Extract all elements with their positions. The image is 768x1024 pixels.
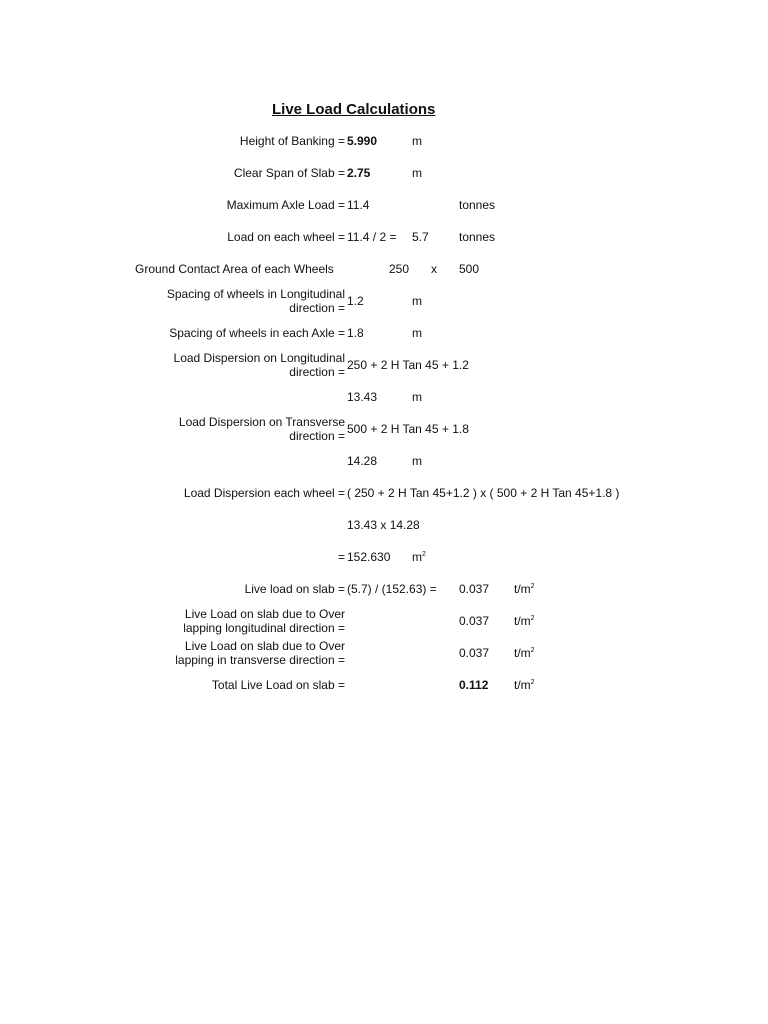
wheel-load-label: Load on each wheel = bbox=[227, 230, 345, 244]
ll-slab-label: Live load on slab = bbox=[244, 582, 345, 596]
wheel-load-expr: 11.4 / 2 = bbox=[347, 230, 397, 244]
disp-trans-unit: m bbox=[412, 454, 422, 468]
disp-each-label: Load Dispersion each wheel = bbox=[183, 486, 345, 500]
contact-area-x: x bbox=[431, 262, 437, 276]
disp-trans-expr: 500 + 2 H Tan 45 + 1.8 bbox=[347, 422, 469, 436]
disp-each-result: 152.630 bbox=[347, 550, 391, 564]
ll-long-unit: $t/m^2$ bbox=[514, 614, 535, 628]
max-axle-value: 11.4 bbox=[347, 198, 370, 212]
spacing-axle-label: Spacing of wheels in each Axle = bbox=[169, 326, 345, 340]
ll-long-value: 0.037 bbox=[459, 614, 490, 628]
ll-trans-unit: $t/m^2$ bbox=[514, 646, 535, 660]
spacing-long-label-1: Spacing of wheels in Longitudinal bbox=[166, 287, 345, 301]
page-title: Live Load Calculations bbox=[272, 101, 436, 118]
wheel-load-value: 5.7 bbox=[412, 230, 429, 244]
height-banking-unit: m bbox=[412, 134, 422, 148]
disp-trans-label-1: Load Dispersion on Transverse bbox=[178, 415, 345, 429]
disp-long-unit: m bbox=[412, 390, 422, 404]
wheel-load-unit: tonnes bbox=[459, 230, 496, 244]
max-axle-unit: tonnes bbox=[459, 198, 496, 212]
clear-span-value: 2.75 bbox=[347, 166, 371, 180]
contact-area-a: 250 bbox=[389, 262, 410, 276]
disp-each-eq: = bbox=[337, 550, 345, 564]
disp-long-result: 13.43 bbox=[347, 390, 378, 404]
total-label: Total Live Load on slab = bbox=[211, 678, 345, 692]
ll-trans-label-1: Live Load on slab due to Over bbox=[184, 639, 345, 653]
max-axle-label: Maximum Axle Load = bbox=[226, 198, 345, 212]
disp-each-unit: $m^2$ bbox=[412, 550, 426, 564]
total-value: 0.112 bbox=[459, 678, 489, 692]
disp-trans-label-2: direction = bbox=[289, 429, 345, 443]
ll-long-label-2: lapping longitudinal direction = bbox=[183, 621, 345, 635]
contact-area-label: Ground Contact Area of each Wheels bbox=[135, 262, 334, 276]
ll-trans-label-2: lapping in transverse direction = bbox=[175, 653, 345, 667]
ll-slab-expr: (5.7) / (152.63) = bbox=[347, 582, 437, 596]
disp-trans-result: 14.28 bbox=[347, 454, 378, 468]
spacing-long-value: 1.2 bbox=[347, 294, 364, 308]
ll-long-label-1: Live Load on slab due to Over bbox=[184, 607, 345, 621]
total-unit: $t/m^2$ bbox=[514, 678, 535, 692]
disp-long-label-2: direction = bbox=[289, 365, 345, 379]
clear-span-label: Clear Span of Slab = bbox=[233, 166, 345, 180]
spacing-long-unit: m bbox=[412, 294, 422, 308]
disp-each-expr2: 13.43 x 14.28 bbox=[347, 518, 420, 532]
contact-area-b: 500 bbox=[459, 262, 480, 276]
disp-long-expr: 250 + 2 H Tan 45 + 1.2 bbox=[347, 358, 469, 372]
height-banking-value: 5.990 bbox=[347, 134, 378, 148]
ll-slab-value: 0.037 bbox=[459, 582, 490, 596]
disp-each-expr: ( 250 + 2 H Tan 45+1.2 ) x ( 500 + 2 H Tan 45+1.8 ) bbox=[347, 486, 620, 500]
spacing-axle-unit: m bbox=[412, 326, 422, 340]
height-banking-label: Height of Banking = bbox=[239, 134, 345, 148]
clear-span-unit: m bbox=[412, 166, 422, 180]
spacing-long-label-2: direction = bbox=[289, 301, 345, 315]
ll-slab-unit: $t/m^2$ bbox=[514, 582, 535, 596]
ll-trans-value: 0.037 bbox=[459, 646, 490, 660]
disp-long-label-1: Load Dispersion on Longitudinal bbox=[173, 351, 345, 365]
spacing-axle-value: 1.8 bbox=[347, 326, 364, 340]
